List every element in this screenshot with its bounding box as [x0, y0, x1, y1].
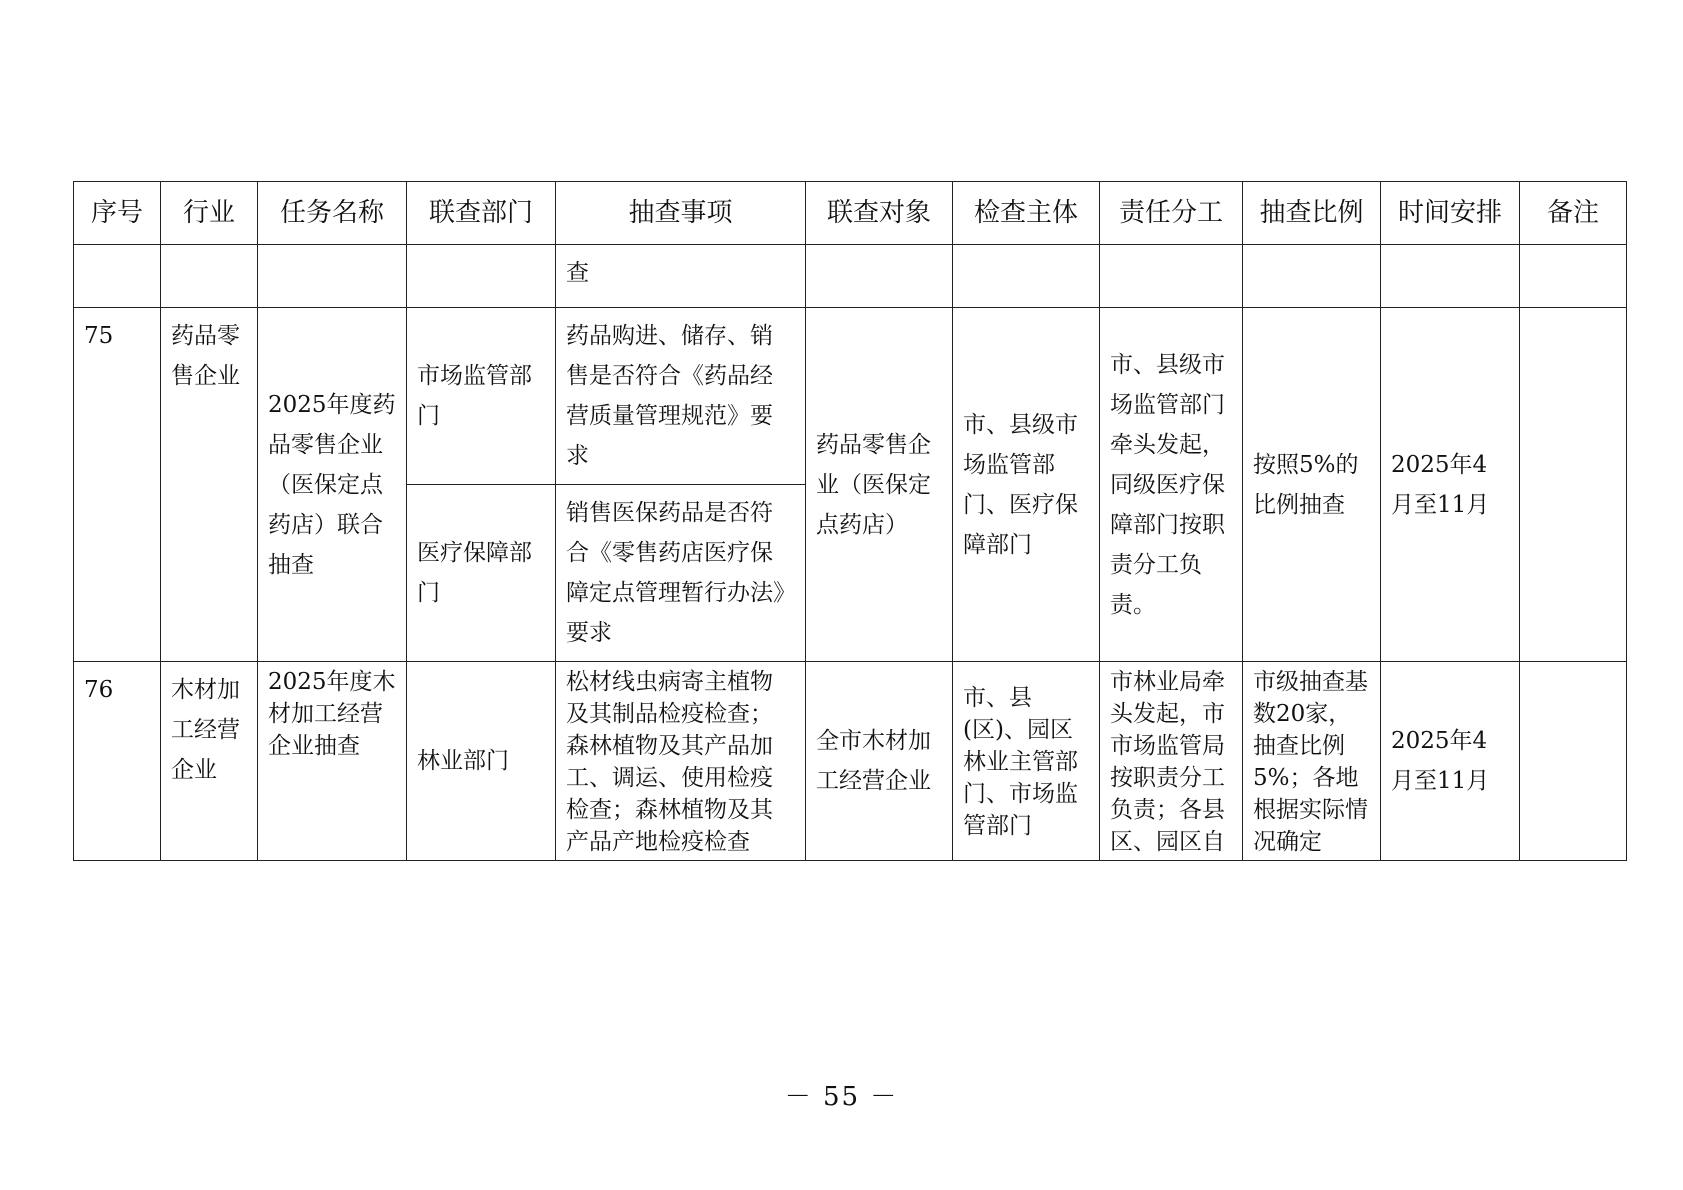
- target-cell: 全市木材加工经营企业: [806, 662, 953, 861]
- empty-cell: [953, 245, 1100, 308]
- header-row: [74, 182, 1627, 245]
- header-cell: 检查主体: [953, 182, 1100, 245]
- industry-cell: 药品零售企业: [161, 308, 258, 662]
- target-cell: 药品零售企业（医保定点药店）: [806, 308, 953, 662]
- page-number: － 55 －: [784, 1082, 899, 1112]
- header-cell: 备注: [1520, 182, 1627, 245]
- empty-cell: [1520, 245, 1627, 308]
- responsibility-cell: 市林业局牵头发起，市市场监管局按职责分工负责；各县区、园区自: [1100, 662, 1243, 861]
- row-number-cell: 75: [74, 308, 161, 662]
- empty-cell: [74, 245, 161, 308]
- schedule-cell: 2025年4月至11月: [1381, 308, 1520, 662]
- header-cell: 抽查事项: [556, 182, 806, 245]
- inspection-table: [73, 181, 1627, 861]
- header-cell: 联查对象: [806, 182, 953, 245]
- header-cell: 抽查比例: [1243, 182, 1381, 245]
- inspection-item-cell: 销售医保药品是否符合《零售药店医疗保障定点管理暂行办法》要求: [556, 485, 806, 662]
- responsibility-cell: 市、县级市场监管部门牵头发起，同级医疗保障部门按职责分工负责。: [1100, 308, 1243, 662]
- empty-cell: [806, 245, 953, 308]
- continuation-item-cell: 查: [556, 245, 806, 308]
- task-name-cell: 2025年度木材加工经营企业抽查: [258, 662, 407, 861]
- header-cell: 任务名称: [258, 182, 407, 245]
- empty-cell: [161, 245, 258, 308]
- header-cell: 行业: [161, 182, 258, 245]
- subject-cell: 市、县级市场监管部门、医疗保障部门: [953, 308, 1100, 662]
- continuation-row: [74, 245, 1627, 308]
- table-row: [74, 308, 1627, 485]
- header-cell: 联查部门: [407, 182, 556, 245]
- header-cell: 时间安排: [1381, 182, 1520, 245]
- inspection-item-cell: 松材线虫病寄主植物及其制品检疫检查；森林植物及其产品加工、调运、使用检疫检查；森林植物及其产品产地检疫检查: [556, 662, 806, 861]
- industry-cell: 木材加工经营企业: [161, 662, 258, 861]
- empty-cell: [407, 245, 556, 308]
- ratio-cell: 按照5%的比例抽查: [1243, 308, 1381, 662]
- inspection-item-cell: 药品购进、储存、销售是否符合《药品经营质量管理规范》要求: [556, 308, 806, 485]
- empty-cell: [1243, 245, 1381, 308]
- empty-cell: [1381, 245, 1520, 308]
- header-cell: 责任分工: [1100, 182, 1243, 245]
- header-cell: 序号: [74, 182, 161, 245]
- table-row: [74, 662, 1627, 861]
- note-cell: [1520, 662, 1627, 861]
- empty-cell: [1100, 245, 1243, 308]
- subject-cell: 市、县(区)、园区林业主管部门、市场监管部门: [953, 662, 1100, 861]
- note-cell: [1520, 308, 1627, 662]
- task-name-cell: 2025年度药品零售企业（医保定点药店）联合抽查: [258, 308, 407, 662]
- ratio-cell: 市级抽查基数20家，抽查比例5%；各地根据实际情况确定: [1243, 662, 1381, 861]
- dept-cell: 医疗保障部门: [407, 485, 556, 662]
- row-number-cell: 76: [74, 662, 161, 861]
- schedule-cell: 2025年4月至11月: [1381, 662, 1520, 861]
- empty-cell: [258, 245, 407, 308]
- dept-cell: 林业部门: [407, 662, 556, 861]
- dept-cell: 市场监管部门: [407, 308, 556, 485]
